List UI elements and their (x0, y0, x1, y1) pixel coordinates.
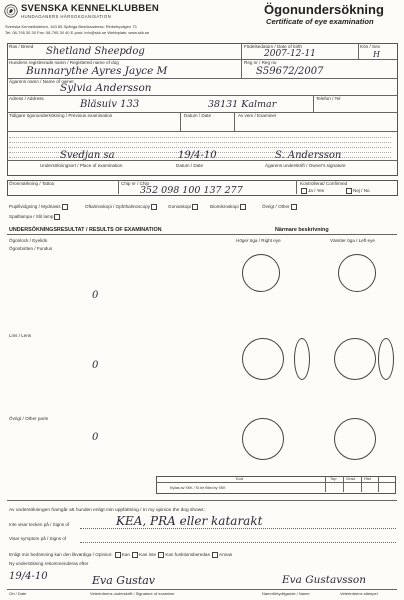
exam-place-label: Undersökningsort / Place of examination (40, 163, 123, 168)
other-parts-label: Övrigt / Other parts (9, 416, 49, 421)
previous-date-label: Datum / Date (184, 113, 212, 118)
stamp-label: Veterinärens stämpel (340, 591, 378, 596)
opinion-checks: Enligt min bedömning kan den likvärdiga / Opinion: Kan Kan inte Kan funktionsberedas Annan (9, 552, 233, 558)
sex-label: Kön / Sex (360, 44, 380, 49)
org-sub: HUNDAGANERS HÄRSOKGANISATION (21, 14, 112, 19)
method-opt-3: Övrigt / Other (262, 204, 298, 210)
breed-value[interactable]: Shetland Sheepdog (46, 46, 145, 57)
confirmed-no: Nej / No (345, 188, 370, 194)
previous-examiner-label: Av vem / Examiner (238, 113, 277, 118)
dog-name-label: Hundens registrerade namn / Registered name of dog (9, 60, 119, 65)
opinion-check-3[interactable] (212, 552, 218, 558)
code-table (156, 476, 396, 494)
opinion-prompt: Av undersökningen framgår att hunden enligt min uppfattning / In my opinion the dog shows: (9, 508, 205, 513)
ophthalmoscopy-checkbox[interactable] (151, 204, 157, 210)
exam-date-value[interactable]: 19/4-10 (178, 150, 217, 161)
left-eye-fundus-circle[interactable] (338, 254, 376, 292)
opinion-check-0[interactable] (115, 552, 121, 558)
opinion-check-1[interactable] (132, 552, 138, 558)
org-contact: Tel: 08-795 30 30 Fax: 08-795 30 40 E-post: info@skk.se Webbplats: www.skk.se (5, 30, 150, 35)
previous-exam-label: Tidigare ögonundersökning / Previous examination (9, 113, 113, 118)
address-label: Adress / Address (9, 96, 44, 101)
dog-name-value[interactable]: Bunnarythe Ayres Jayce M (26, 65, 168, 77)
retest-label: Ny undersökning rekommenderas efter (9, 561, 89, 566)
regnr-label: Reg nr / Reg no (244, 60, 277, 65)
lens-label: Lins / Lens (9, 333, 32, 338)
regnr-value[interactable]: S59672/2007 (256, 66, 324, 77)
right-eye-fundus-circle[interactable] (242, 254, 280, 292)
left-eye-other-circle[interactable] (334, 418, 376, 460)
opinion-check-2[interactable] (158, 552, 164, 558)
skk-logo-icon (4, 4, 18, 18)
mydriasis-checkbox[interactable] (62, 204, 68, 210)
no-signs-label: Inte visar tecken på / Signs of (9, 522, 70, 527)
owner-signature[interactable]: S. Andersson (275, 150, 342, 161)
dob-label: Födelsedatum / Date of birth (244, 44, 302, 49)
confirmed-yes-checkbox[interactable] (301, 188, 307, 194)
owner-signature-label: Ägarens underskrift / Owner's signature (265, 163, 346, 168)
confirmed-no-checkbox[interactable] (346, 188, 352, 194)
sex-value[interactable]: H (373, 50, 380, 59)
exam-date-label: Datum / Date (176, 163, 204, 168)
right-eye-other-circle[interactable] (242, 418, 284, 460)
fundus-label: Ögonbotten / Fundus (9, 246, 53, 251)
left-eye-lens-front[interactable] (334, 338, 376, 380)
exam-sign-date[interactable]: 19/4-10 (9, 571, 48, 582)
owner-value[interactable]: Sylvia Andersson (60, 82, 152, 94)
examiner-signature-label: Veterinärens underskrift / Signature of examiner (90, 591, 175, 596)
examiner-name[interactable]: Eva Gustavsson (282, 574, 367, 586)
code-col-grad: Grad (346, 476, 355, 481)
phone-label: Telefon / Tel (316, 96, 341, 101)
org-name: SVENSKA KENNELKLUBBEN (21, 3, 159, 14)
slit-lamp-label: Spaltlampa / Slit lamp (9, 214, 61, 220)
description-heading: Närmare beskrivning (275, 227, 329, 233)
right-eye-lens-front[interactable] (242, 338, 284, 380)
dob-value[interactable]: 2007-12-11 (264, 49, 316, 59)
zip-value[interactable]: 38131 Kalmar (208, 99, 277, 110)
eyelids-label: Ögonlock / Eyelids (9, 238, 48, 243)
lens-mark[interactable]: 0 (92, 360, 99, 371)
address-value[interactable]: Bläsuiv 133 (80, 99, 140, 110)
right-eye-label: Höger öga / Right eye (236, 238, 281, 243)
code-footer: Kyllas av SKK / To be filled by SKK (170, 486, 226, 490)
code-col-hist: Hist (364, 476, 371, 481)
sign-place-label: Ort / Date (9, 591, 27, 596)
method-opt-0: Oftalmoskopi / Ophthalmoscopy (85, 204, 158, 210)
confirmed-label: Kontrollerat/ Confirmed (300, 181, 348, 186)
skk-logo (4, 4, 18, 18)
fundus-mark[interactable]: 0 (92, 290, 99, 301)
shows-signs-label: Visar symptom på / Signs of (9, 536, 67, 541)
chip-value[interactable]: 352 098 100 137 277 (140, 185, 243, 196)
examiner-name-label: Namnförtydligande / Name (262, 591, 310, 596)
chip-label: Chip nr / Chip (121, 181, 150, 186)
code-label: Kod (236, 476, 244, 481)
biomicroscopy-checkbox[interactable] (240, 204, 246, 210)
form-title: Ögonundersökning (264, 2, 384, 17)
left-eye-label: Vänster öga / Left eye (330, 238, 375, 243)
breed-label: Ras / Breed (9, 44, 34, 49)
other-parts-mark[interactable]: 0 (92, 432, 99, 443)
mydriasis-label: Pupillvidgning / Mydriasis (9, 204, 69, 210)
left-eye-lens-side[interactable] (378, 338, 394, 380)
org-address: Svenska Kennelklubben, 163 85 Spånga Besöksadress: Rinkebyvägen 73 (5, 24, 137, 29)
code-col-top: Top (330, 476, 337, 481)
owner-label: Ägarens namn / Name of owner (9, 79, 74, 84)
method-opt-1: Gonioskopi (168, 204, 199, 210)
results-heading: UNDERSÖKNINGSRESULTAT / RESULTS OF EXAMINATION (9, 227, 162, 233)
examiner-signature[interactable]: Eva Gustav (92, 574, 156, 587)
confirmed-yes: Ja / Yes (300, 188, 324, 194)
slit-lamp-checkbox[interactable] (54, 214, 60, 220)
no-signs-value[interactable]: KEA, PRA eller katarakt (116, 514, 263, 528)
exam-place-value[interactable]: Svedjan sa (60, 150, 115, 161)
gonioscopy-checkbox[interactable] (192, 204, 198, 210)
other-method-checkbox[interactable] (291, 204, 297, 210)
right-eye-lens-side[interactable] (294, 338, 310, 380)
tattoo-label: Öronmärkning / Tattoo (9, 181, 55, 186)
method-opt-2: Biomikroskopi (210, 204, 247, 210)
form-subtitle: Certificate of eye examination (266, 17, 374, 26)
